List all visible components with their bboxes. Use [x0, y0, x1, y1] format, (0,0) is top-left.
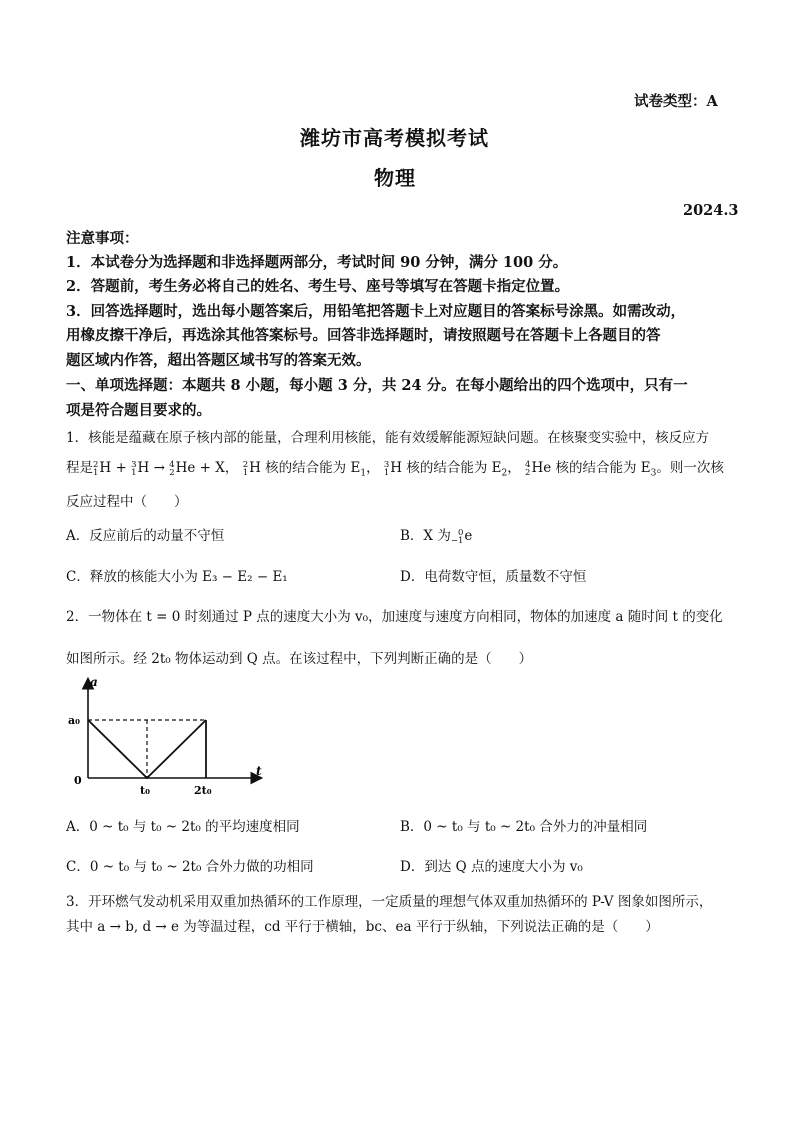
- x-axis-label: t: [256, 764, 262, 778]
- q2-option-c[interactable]: C．0 ~ t₀ 与 t₀ ~ 2t₀ 合外力做的功相同: [66, 859, 314, 875]
- q1-stem-line-2: 程是2 1H + 3 1H → 4 2He + X， 2 1H 核的结合能为 $E_1$， 3 1H 核的结合能为 $E_2$， 4 2He 核的结合能为 $E_3$。则一次核: [66, 459, 724, 479]
- q1-binding-e1: H 核的结合能为 E: [249, 460, 361, 476]
- q2-option-d[interactable]: D．到达 Q 点的速度大小为 v₀: [400, 859, 583, 875]
- q1-binding-e3: He 核的结合能为 E: [531, 460, 651, 476]
- q3-stem-line-2: 其中 a → b, d → e 为等温过程，cd 平行于横轴，bc、ea 平行于纵轴，下列说法正确的是（ ）: [66, 919, 659, 935]
- q1-option-b-tail: e: [464, 528, 473, 544]
- section-1-heading-cont: 项是符合题目要求的。: [66, 402, 211, 419]
- q1-deuterium: H +: [99, 460, 132, 476]
- notice-item-1: 1．本试卷分为选择题和非选择题两部分，考试时间 90 分钟，满分 100 分。: [66, 254, 568, 271]
- q1-stem-line-1: 1．核能是蕴藏在原子核内部的能量，合理利用核能，能有效缓解能源短缺问题。在核聚变实验中，核反应方: [66, 430, 710, 446]
- q1-stem-prefix: 程是: [66, 460, 93, 476]
- notice-item-3-cont: 用橡皮擦干净后，再选涂其他答案标号。回答非选择题时，请按照题号在答题卡上各题目的答: [66, 327, 661, 344]
- exam-title: 潍坊市高考模拟考试: [300, 126, 489, 150]
- notice-item-3: 3．回答选择题时，选出每小题答案后，用铅笔把答题卡上对应题目的答案标号涂黑。如需改动，: [66, 303, 686, 320]
- paper-type: 试卷类型：A: [634, 93, 718, 110]
- q1-tritium: H →: [137, 460, 170, 476]
- 2t0-tick-label: 2t₀: [194, 784, 212, 797]
- notice-item-2: 2．答题前，考生务必将自己的姓名、考生号、座号等填写在答题卡指定位置。: [66, 278, 570, 295]
- q1-option-b-label: B．X 为: [400, 528, 451, 544]
- q2-stem-line-2: 如图所示。经 2t₀ 物体运动到 Q 点。在该过程中，下列判断正确的是（ ）: [66, 651, 533, 667]
- q2-stem-line-1: 2．一物体在 t = 0 时刻通过 P 点的速度大小为 v₀，加速度与速度方向相同，物体的加速度 a 随时间 t 的变化: [66, 609, 723, 625]
- q1-option-c[interactable]: C．释放的核能大小为 E₃ − E₂ − E₁: [66, 569, 288, 585]
- exam-date: 2024.3: [683, 202, 739, 219]
- q2-option-a[interactable]: A．0 ~ t₀ 与 t₀ ~ 2t₀ 的平均速度相同: [66, 819, 300, 835]
- q1-option-d[interactable]: D．电荷数守恒，质量数不守恒: [400, 569, 587, 585]
- q1-option-a[interactable]: A．反应前后的动量不守恒: [66, 528, 225, 544]
- q2-option-b[interactable]: B．0 ~ t₀ 与 t₀ ~ 2t₀ 合外力的冲量相同: [400, 819, 648, 835]
- origin-label: 0: [74, 774, 82, 787]
- acceleration-time-graph: [60, 674, 270, 806]
- q1-binding-e2: H 核的结合能为 E: [390, 460, 502, 476]
- q1-option-b[interactable]: B．X 为 0 −1e: [400, 527, 473, 546]
- t0-tick-label: t₀: [140, 784, 150, 797]
- q1-helium: He + X，: [175, 460, 239, 476]
- a0-tick-label: a₀: [68, 714, 80, 727]
- notice-item-3-end: 题区域内作答，超出答题区域书写的答案无效。: [66, 352, 371, 369]
- q1-stem-end: 。则一次核: [656, 460, 724, 476]
- y-axis-label: a: [90, 675, 98, 689]
- notice-heading: 注意事项：: [66, 230, 139, 247]
- q1-stem-line-3: 反应过程中（ ）: [66, 494, 188, 510]
- q3-stem-line-1: 3．开环燃气发动机采用双重加热循环的工作原理，一定质量的理想气体双重加热循环的 P-V 图象如图所示，: [66, 894, 713, 910]
- subject-title: 物理: [374, 166, 416, 190]
- section-1-heading: 一、单项选择题：本题共 8 小题，每小题 3 分，共 24 分。在每小题给出的四个选项中，只有一: [66, 377, 688, 394]
